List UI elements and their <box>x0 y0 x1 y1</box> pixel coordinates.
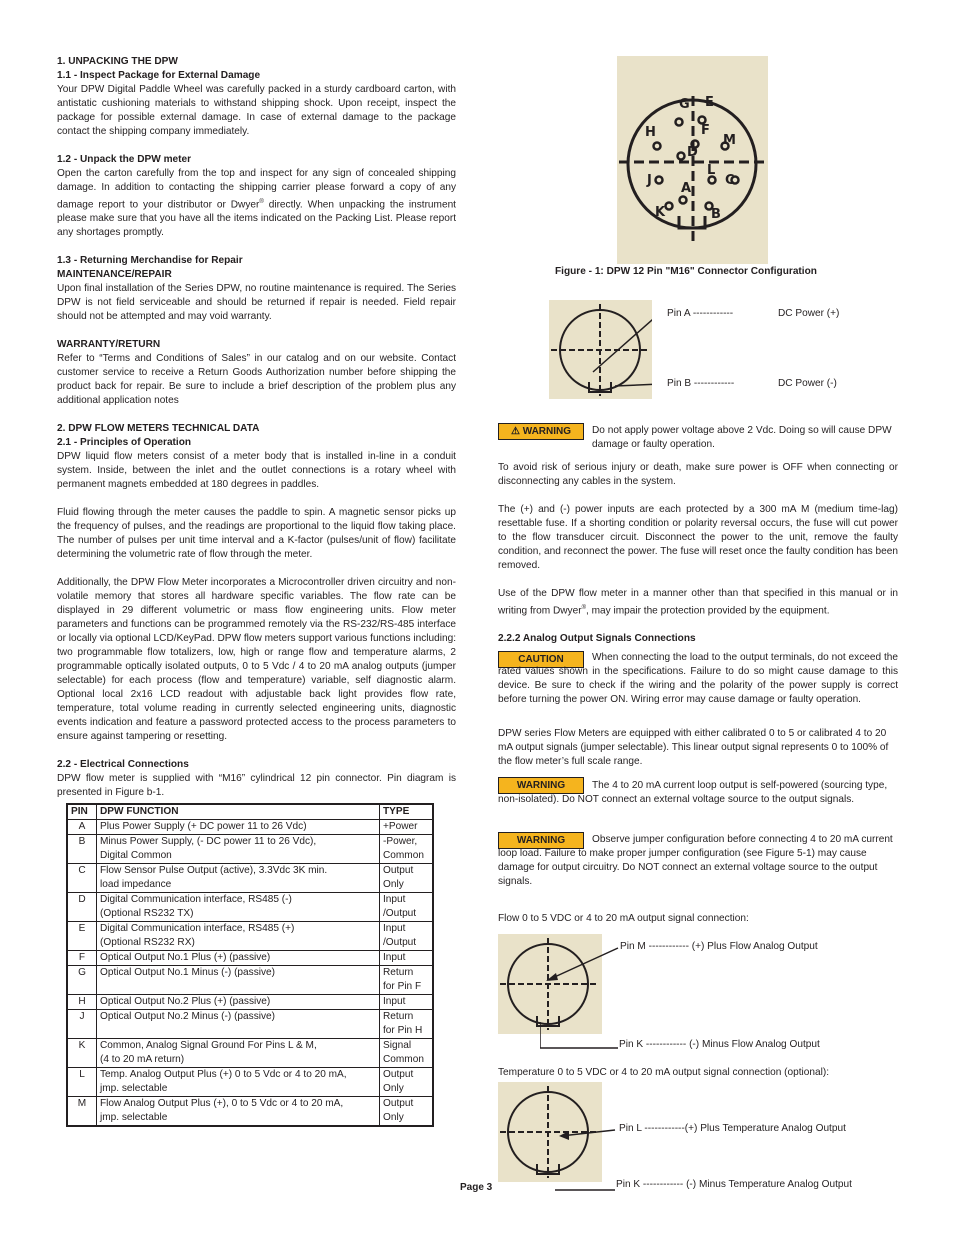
type-line: Output <box>383 865 414 877</box>
function-line: Optical Output No.1 Minus (-) (passive) <box>100 967 276 979</box>
type-line: Input <box>383 952 406 964</box>
paragraph: Fluid flowing through the meter causes the paddle to spin. A magnetic sensor picks up the frequency of pulses, and the readings are proportional to the liquid flow taking place. The number of pulses per unit time interval and a K-factor (pulses/unit of flow) facilitate determining the volumetric rate of flow through the meter. <box>57 507 456 561</box>
subsection-title: 1.1 - Inspect Package for External Damage <box>57 70 261 81</box>
pin-cell: D <box>67 893 97 922</box>
warning-badge: ⚠ WARNING <box>498 423 584 440</box>
type-line: Return <box>383 1011 414 1023</box>
type-line: Return <box>383 967 414 979</box>
pin-m-label: Pin M ------------ (+) Plus Flow Analog Output <box>620 941 818 952</box>
pin-cell: E <box>67 922 97 951</box>
function-line: Digital Communication interface, RS485 (+) <box>100 923 295 935</box>
pin-cell: J <box>67 1010 97 1039</box>
page-number: Page 3 <box>460 1182 493 1193</box>
type-cell <box>380 1097 434 1127</box>
pin-cell: M <box>67 1097 97 1127</box>
type-line: Signal <box>383 1040 412 1052</box>
type-line: Only <box>383 879 404 891</box>
pin-function-table <box>66 803 434 1127</box>
function-cell <box>97 922 380 951</box>
type-cell <box>380 1010 434 1039</box>
function-line: (Optional RS232 TX) <box>100 908 194 920</box>
pin-b-description: DC Power (-) <box>778 378 837 389</box>
column-header: TYPE <box>380 804 434 820</box>
pin-letter: K <box>655 205 666 220</box>
function-cell <box>97 893 380 922</box>
type-cell <box>380 1068 434 1097</box>
warning-text: The 4 to 20 mA current loop output is self-powered (sourcing type, non-isolated). Do NOT connect an external voltage source to the output signals. <box>498 780 888 805</box>
flow-connection-caption: Flow 0 to 5 VDC or 4 to 20 mA output signal connection: <box>498 913 749 924</box>
caution-badge: CAUTION <box>498 651 584 668</box>
function-line: (4 to 20 mA return) <box>100 1054 185 1066</box>
function-line: jmp. selectable <box>100 1083 168 1095</box>
pin-cell: H <box>67 995 97 1010</box>
type-line: for Pin H <box>383 1025 423 1037</box>
function-line: Common, Analog Signal Ground For Pins L & M, <box>100 1040 317 1052</box>
function-cell <box>97 1010 380 1039</box>
function-cell <box>97 1039 380 1068</box>
type-cell <box>380 1039 434 1068</box>
function-cell <box>97 951 380 966</box>
pin-k-label: Pin K ------------ (-) Minus Temperature Analog Output <box>616 1179 852 1190</box>
connector-figure-large <box>617 56 768 264</box>
function-line: Optical Output No.1 Plus (+) (passive) <box>100 952 271 964</box>
subsection-title: 2.2.2 Analog Output Signals Connections <box>498 633 696 645</box>
table-row <box>67 1097 433 1127</box>
pin-letter: F <box>701 123 710 138</box>
type-line: Only <box>383 1083 404 1095</box>
type-line: /Output <box>383 937 417 949</box>
pin-cell: C <box>67 864 97 893</box>
leader-lines <box>555 1120 617 1192</box>
function-line: Optical Output No.2 Minus (-) (passive) <box>100 1011 276 1023</box>
function-line: Flow Sensor Pulse Output (active), 3.3Vdc 3K min. <box>100 865 328 877</box>
type-cell <box>380 922 434 951</box>
subsection-title: MAINTENANCE/REPAIR <box>57 269 172 281</box>
paragraph: Use of the DPW flow meter in a manner other than that specified in this manual or in writing from Dwyer®, may impair the protection provided by the equipment. <box>498 588 898 617</box>
table-row <box>67 1039 433 1068</box>
pin-letter: M <box>723 133 736 148</box>
left-column <box>57 55 456 1127</box>
paragraph: Refer to “Terms and Conditions of Sales” in our catalog and on our website. Contact customer service to receive a Return Goods Authorization number before shipping the product back for repair. Be sure to include a brief description of the problem plus any additional application notes <box>57 353 456 407</box>
type-cell <box>380 820 434 835</box>
pin-cell: A <box>67 820 97 835</box>
pin-k-label: Pin K ------------ (-) Minus Flow Analog Output <box>619 1039 820 1050</box>
paragraph: To avoid risk of serious injury or death, make sure power is OFF when connecting or disconnecting any cables in the system. <box>498 462 898 487</box>
subsection-title: 1.2 - Unpack the DPW meter <box>57 154 192 165</box>
pin-cell: G <box>67 966 97 995</box>
type-line: Input <box>383 923 406 935</box>
table-row <box>67 1068 433 1097</box>
pin-letter: J <box>647 173 652 188</box>
temp-connection-caption: Temperature 0 to 5 VDC or 4 to 20 mA output signal connection (optional): <box>498 1067 830 1078</box>
paragraph: Your DPW Digital Paddle Wheel was carefully packed in a sturdy cardboard carton, with antistatic cushioning materials to withstand shipping shock. Upon receipt, inspect the package for possible external damage. In case of external damage to the package contact the shipping company immediately. <box>57 84 456 137</box>
pin-letter: B <box>711 207 721 222</box>
connector-figure-power <box>549 300 652 399</box>
warning-triangle-icon: ⚠ <box>510 426 520 437</box>
pin-cell: L <box>67 1068 97 1097</box>
function-cell <box>97 835 380 864</box>
leader-lines <box>540 940 620 1052</box>
function-line: Flow Analog Output Plus (+), 0 to 5 Vdc or 4 to 20 mA, <box>100 1098 344 1110</box>
type-cell <box>380 995 434 1010</box>
paragraph: Upon final installation of the Series DPW, no routine maintenance is required. The Series DPW is not field serviceable and should be returned if repair is needed. Field repair should not be attempted and may void warranty. <box>57 283 456 323</box>
type-line: Input <box>383 996 406 1008</box>
type-line: Common <box>383 1054 424 1066</box>
table-row <box>67 820 433 835</box>
function-line: Minus Power Supply, (- DC power 11 to 26 Vdc), <box>100 836 317 848</box>
paragraph: Open the carton carefully from the top and inspect for any sign of concealed shipping damage. In addition to contacting the shipping carrier please forward a copy of any damage report to your distributor or Dwyer® directly. When unpacking the instrument please make sure that you have all the items indicated on the Packing List. Please report any shortages promptly. <box>57 168 456 239</box>
pin-cell: B <box>67 835 97 864</box>
pin-a-label: Pin A ------------ <box>667 308 734 319</box>
type-line: /Output <box>383 908 417 920</box>
warning-badge: WARNING <box>498 832 584 849</box>
function-line: Digital Common <box>100 850 172 862</box>
connector-diagram <box>617 56 768 264</box>
subsection-title: 1.3 - Returning Merchandise for Repair <box>57 255 243 267</box>
paragraph: DPW liquid flow meters consist of a meter body that is installed in-line in a conduit system. Inside, between the inlet and the outlet connections is a rotary wheel with permanent magnets embedded at 180 degrees in paddles. <box>57 451 456 491</box>
function-line: jmp. selectable <box>100 1112 168 1124</box>
warning-text: Observe jumper configuration before connecting 4 to 20 mA current loop load. Failure to make proper jumper configuration (see Figure 5-1) may cause damage for output circuitry. Do NOT connect an external voltage source to the output signals. <box>498 834 893 887</box>
pin-l-label: Pin L ------------(+) Plus Temperature Analog Output <box>619 1123 846 1134</box>
function-cell <box>97 995 380 1010</box>
pin-letter: L <box>707 163 716 178</box>
function-line: (Optional RS232 RX) <box>100 937 195 949</box>
pin-a-description: DC Power (+) <box>778 308 840 319</box>
function-line: Temp. Analog Output Plus (+) 0 to 5 Vdc or 4 to 20 mA, <box>100 1069 347 1081</box>
table-row <box>67 966 433 995</box>
pin-letter: E <box>705 95 714 110</box>
function-cell <box>97 864 380 893</box>
table-row <box>67 864 433 893</box>
figure-caption: Figure - 1: DPW 12 Pin "M16" Connector Configuration <box>555 266 817 277</box>
pin-b-label: Pin B ------------ <box>667 378 735 389</box>
type-line: Only <box>383 1112 404 1124</box>
subsection-title: 2.2 - Electrical Connections <box>57 759 189 771</box>
function-cell <box>97 820 380 835</box>
type-cell <box>380 893 434 922</box>
right-body-1 <box>498 461 898 646</box>
function-line: Digital Communication interface, RS485 (-) <box>100 894 292 906</box>
type-line: +Power <box>383 821 418 833</box>
type-cell <box>380 864 434 893</box>
paragraph: DPW series Flow Meters are equipped with either calibrated 0 to 5 or calibrated 4 to 20 mA output signals (jumper selectable). This linear output signal represents 0 to 100% of the flow meter’s full scale range. <box>498 728 889 767</box>
function-line: Optical Output No.2 Plus (+) (passive) <box>100 996 271 1008</box>
type-cell <box>380 951 434 966</box>
pin-letter: C <box>725 173 735 188</box>
pin-letter: A <box>681 181 692 196</box>
column-header: PIN <box>67 804 97 820</box>
type-line: Common <box>383 850 424 862</box>
type-line: Input <box>383 894 406 906</box>
type-line: Output <box>383 1069 414 1081</box>
function-line: Plus Power Supply (+ DC power 11 to 26 Vdc) <box>100 821 307 833</box>
column-header: DPW FUNCTION <box>97 804 380 820</box>
connector-diagram <box>549 300 652 399</box>
function-cell <box>97 1097 380 1127</box>
pin-letter: H <box>645 125 656 140</box>
table-row <box>67 893 433 922</box>
paragraph: The (+) and (-) power inputs are each protected by a 300 mA M (medium time-lag) resettable fuse. If a shorting condition or polarity reversal occurs, the fuse will cut power to the flow transducer circuit. Disconnect the power to the unit, remove the faulty condition, and reconnect the power. The fuse will reset once the faulty condition has been removed. <box>498 504 898 571</box>
type-line: -Power, <box>383 836 418 848</box>
pin-letter: D <box>687 145 698 160</box>
function-cell <box>97 966 380 995</box>
table-row <box>67 951 433 966</box>
pin-cell: F <box>67 951 97 966</box>
table-row <box>67 995 433 1010</box>
table-body <box>67 820 433 1127</box>
paragraph: Additionally, the DPW Flow Meter incorporates a Microcontroller driven circuitry and non-volatile memory that stores all hardware specific variables. The flow rate can be displayed in 29 different volumetric or mass flow engineering units. Flow meter parameters and functions can be programmed remotely via the RS-232/RS-485 interface or locally via optional LCD/KeyPad. DPW flow meters support various functions including: two programmable flow totalizers, low, high or range flow and temperature alarms, 2 programmable optically isolated outputs, 0 to 5 Vdc / 4 to 20 mA analog outputs (jumper selectable) for each process (flow and temperature) variable, self diagnostic alarm. Optional local 2x16 LCD readout with adjustable back light provides flow rate, temperature, total volume reading in currently selected engineering units, diagnostic events indication and feature a password protected access to the process parameters to ensure against tampering or resetting. <box>57 577 456 743</box>
table-header-row <box>67 804 433 820</box>
type-cell <box>380 835 434 864</box>
table-row <box>67 1010 433 1039</box>
caution-text: When connecting the load to the output terminals, do not exceed the rated values shown in the specifications. Failure to do so might cause damage to this device. Be sure to check if the wiring and the polarity of the power supply is correct before turning the power ON. Wiring error may cause damage or faulty operation. <box>498 652 898 705</box>
type-line: Output <box>383 1098 414 1110</box>
pin-letter: G <box>679 97 690 112</box>
pin-cell: K <box>67 1039 97 1068</box>
paragraph: DPW flow meter is supplied with “M16” cylindrical 12 pin connector. Pin diagram is presented in Figure b-1. <box>57 773 456 799</box>
function-line: load impedance <box>100 879 172 891</box>
warning-badge: WARNING <box>498 777 584 794</box>
table-row <box>67 922 433 951</box>
table-row <box>67 835 433 864</box>
function-cell <box>97 1068 380 1097</box>
warning-text: Do not apply power voltage above 2 Vdc. Doing so will cause DPW damage or faulty operation. <box>592 425 892 450</box>
subsection-title: 2.1 - Principles of Operation <box>57 437 192 449</box>
type-line: for Pin F <box>383 981 422 993</box>
section-title: 1. UNPACKING THE DPW <box>57 56 178 67</box>
subsection-title: WARRANTY/RETURN <box>57 339 161 351</box>
section-title: 2. DPW FLOW METERS TECHNICAL DATA <box>57 423 260 435</box>
type-cell <box>380 966 434 995</box>
